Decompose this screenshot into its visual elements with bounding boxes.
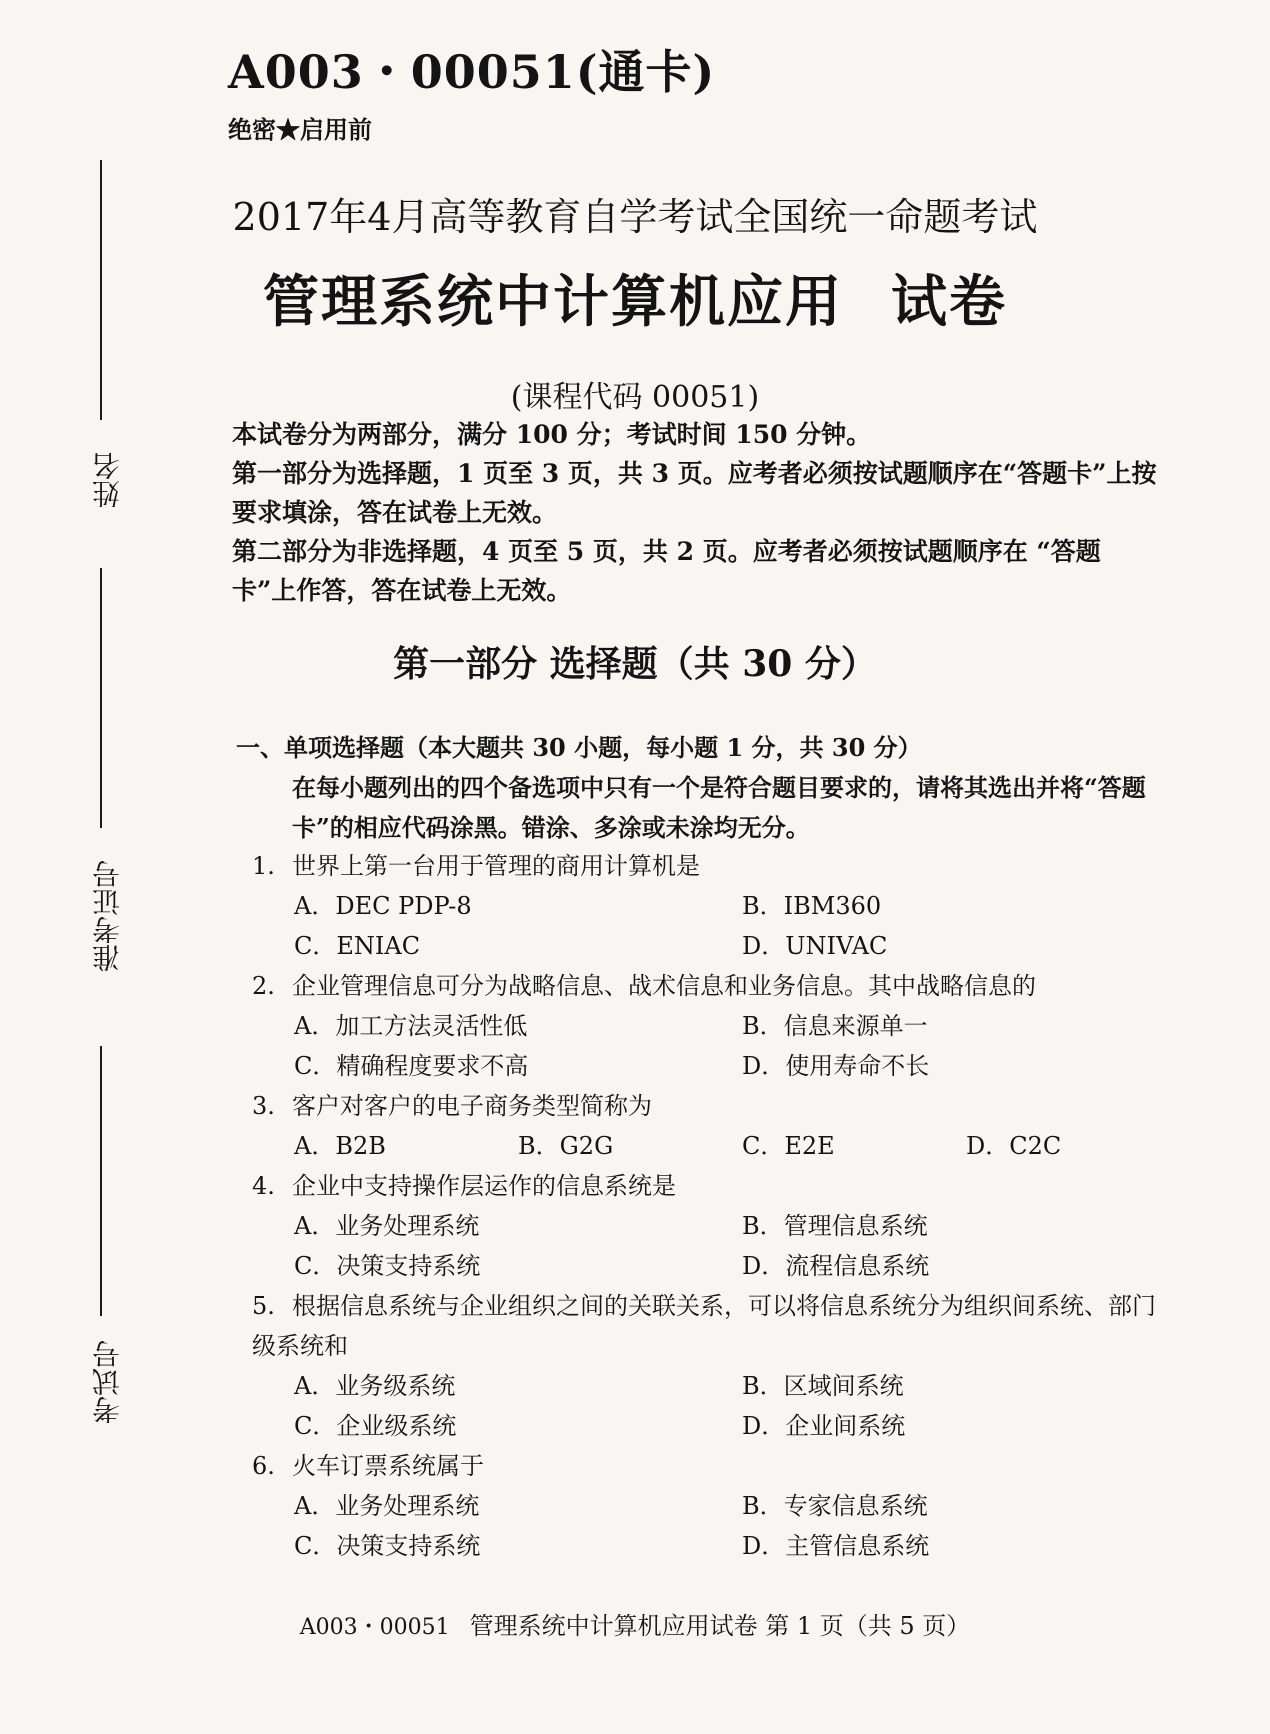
question-number: 6.	[252, 1452, 275, 1480]
exam-instructions	[232, 415, 1162, 610]
course-code: (课程代码 00051)	[510, 380, 760, 415]
option-b: B．区域间系统	[742, 1372, 904, 1400]
option-a: A．业务处理系统	[294, 1212, 480, 1240]
option-a: A．业务级系统	[294, 1372, 456, 1400]
exam-title: 2017年4月高等教育自学考试全国统一命题考试	[232, 195, 1038, 239]
question-stem: 企业中支持操作层运作的信息系统是	[292, 1172, 676, 1200]
question-stem: 客户对客户的电子商务类型简称为	[292, 1092, 652, 1120]
question-number: 2.	[252, 972, 275, 1000]
option-c: C．E2E	[742, 1132, 835, 1160]
section-one-header	[236, 728, 1196, 848]
option-d: D．主管信息系统	[742, 1532, 930, 1560]
option-c: C．ENIAC	[294, 932, 421, 960]
option-b: B．专家信息系统	[742, 1492, 928, 1520]
question-stem: 火车订票系统属于	[292, 1452, 484, 1480]
question-list	[252, 846, 1212, 1566]
question-number: 5.	[252, 1292, 275, 1320]
question	[252, 1086, 1212, 1166]
question-stem: 根据信息系统与企业组织之间的关联关系，可以将信息系统分为组织间系统、部门	[292, 1292, 1156, 1320]
footer-code: A003・00051	[299, 1615, 450, 1640]
admission-line	[100, 1046, 102, 1316]
paper-code-header: A003・00051(通卡)	[228, 45, 716, 99]
option-d: D．UNIVAC	[742, 932, 888, 960]
exam-number-label: 考试号	[91, 1340, 124, 1424]
option-d: D．C2C	[966, 1132, 1062, 1160]
paper-word: 试卷	[891, 269, 1007, 335]
question	[252, 1446, 1212, 1566]
option-c: C．精确程度要求不高	[294, 1052, 529, 1080]
option-b: B．G2G	[518, 1132, 614, 1160]
part-one-title: 第一部分 选择题（共 30 分）	[393, 643, 877, 685]
question-stem: 世界上第一台用于管理的商用计算机是	[292, 852, 700, 880]
instruction-line: 第二部分为非选择题，4 页至 5 页，共 2 页。应考者必须按试题顺序在 “答题卡”上作答，答在试卷上无效。	[232, 537, 1101, 605]
admission-number-label: 准考证号	[91, 860, 124, 972]
option-b: B．管理信息系统	[742, 1212, 928, 1240]
question	[252, 966, 1212, 1086]
name-label: 姓名	[91, 452, 124, 508]
question-number: 3.	[252, 1092, 275, 1120]
question	[252, 846, 1212, 966]
question-stem: 企业管理信息可分为战略信息、战术信息和业务信息。其中战略信息的	[292, 972, 1036, 1000]
option-a: A．DEC PDP-8	[294, 892, 472, 920]
section-instruction: 在每小题列出的四个备选项中只有一个是符合题目要求的，请将其选出并将“答题卡”的相应代码涂黑。错涂、多涂或未涂均无分。	[292, 773, 1146, 842]
option-b: B．IBM360	[742, 892, 882, 920]
option-a: A．B2B	[294, 1132, 386, 1160]
question-number: 1.	[252, 852, 275, 880]
instruction-line: 第一部分为选择题，1 页至 3 页，共 3 页。应考者必须按试题顺序在“答题卡”上按要求填涂，答在试卷上无效。	[232, 459, 1157, 527]
section-heading: 一、单项选择题（本大题共 30 小题，每小题 1 分，共 30 分）	[236, 733, 922, 762]
option-d: D．使用寿命不长	[742, 1052, 930, 1080]
option-c: C．决策支持系统	[294, 1532, 481, 1560]
question	[252, 1166, 1212, 1286]
option-d: D．企业间系统	[742, 1412, 906, 1440]
question-number: 4.	[252, 1172, 275, 1200]
page-footer	[0, 1606, 1270, 1641]
option-d: D．流程信息系统	[742, 1252, 930, 1280]
name-line-lower	[100, 568, 102, 828]
option-c: C．企业级系统	[294, 1412, 457, 1440]
question	[252, 1286, 1212, 1446]
footer-text: 管理系统中计算机应用试卷 第 1 页（共 5 页）	[469, 1612, 971, 1640]
option-c: C．决策支持系统	[294, 1252, 481, 1280]
option-a: A．业务处理系统	[294, 1492, 480, 1520]
option-a: A．加工方法灵活性低	[294, 1012, 528, 1040]
option-b: B．信息来源单一	[742, 1012, 928, 1040]
subject-name: 管理系统中计算机应用	[263, 269, 843, 335]
confidential-mark: 绝密★启用前	[228, 115, 372, 144]
paper-title	[0, 258, 1270, 338]
question-stem-continued: 级系统和	[252, 1332, 348, 1360]
instruction-line: 本试卷分为两部分，满分 100 分；考试时间 150 分钟。	[232, 420, 872, 449]
